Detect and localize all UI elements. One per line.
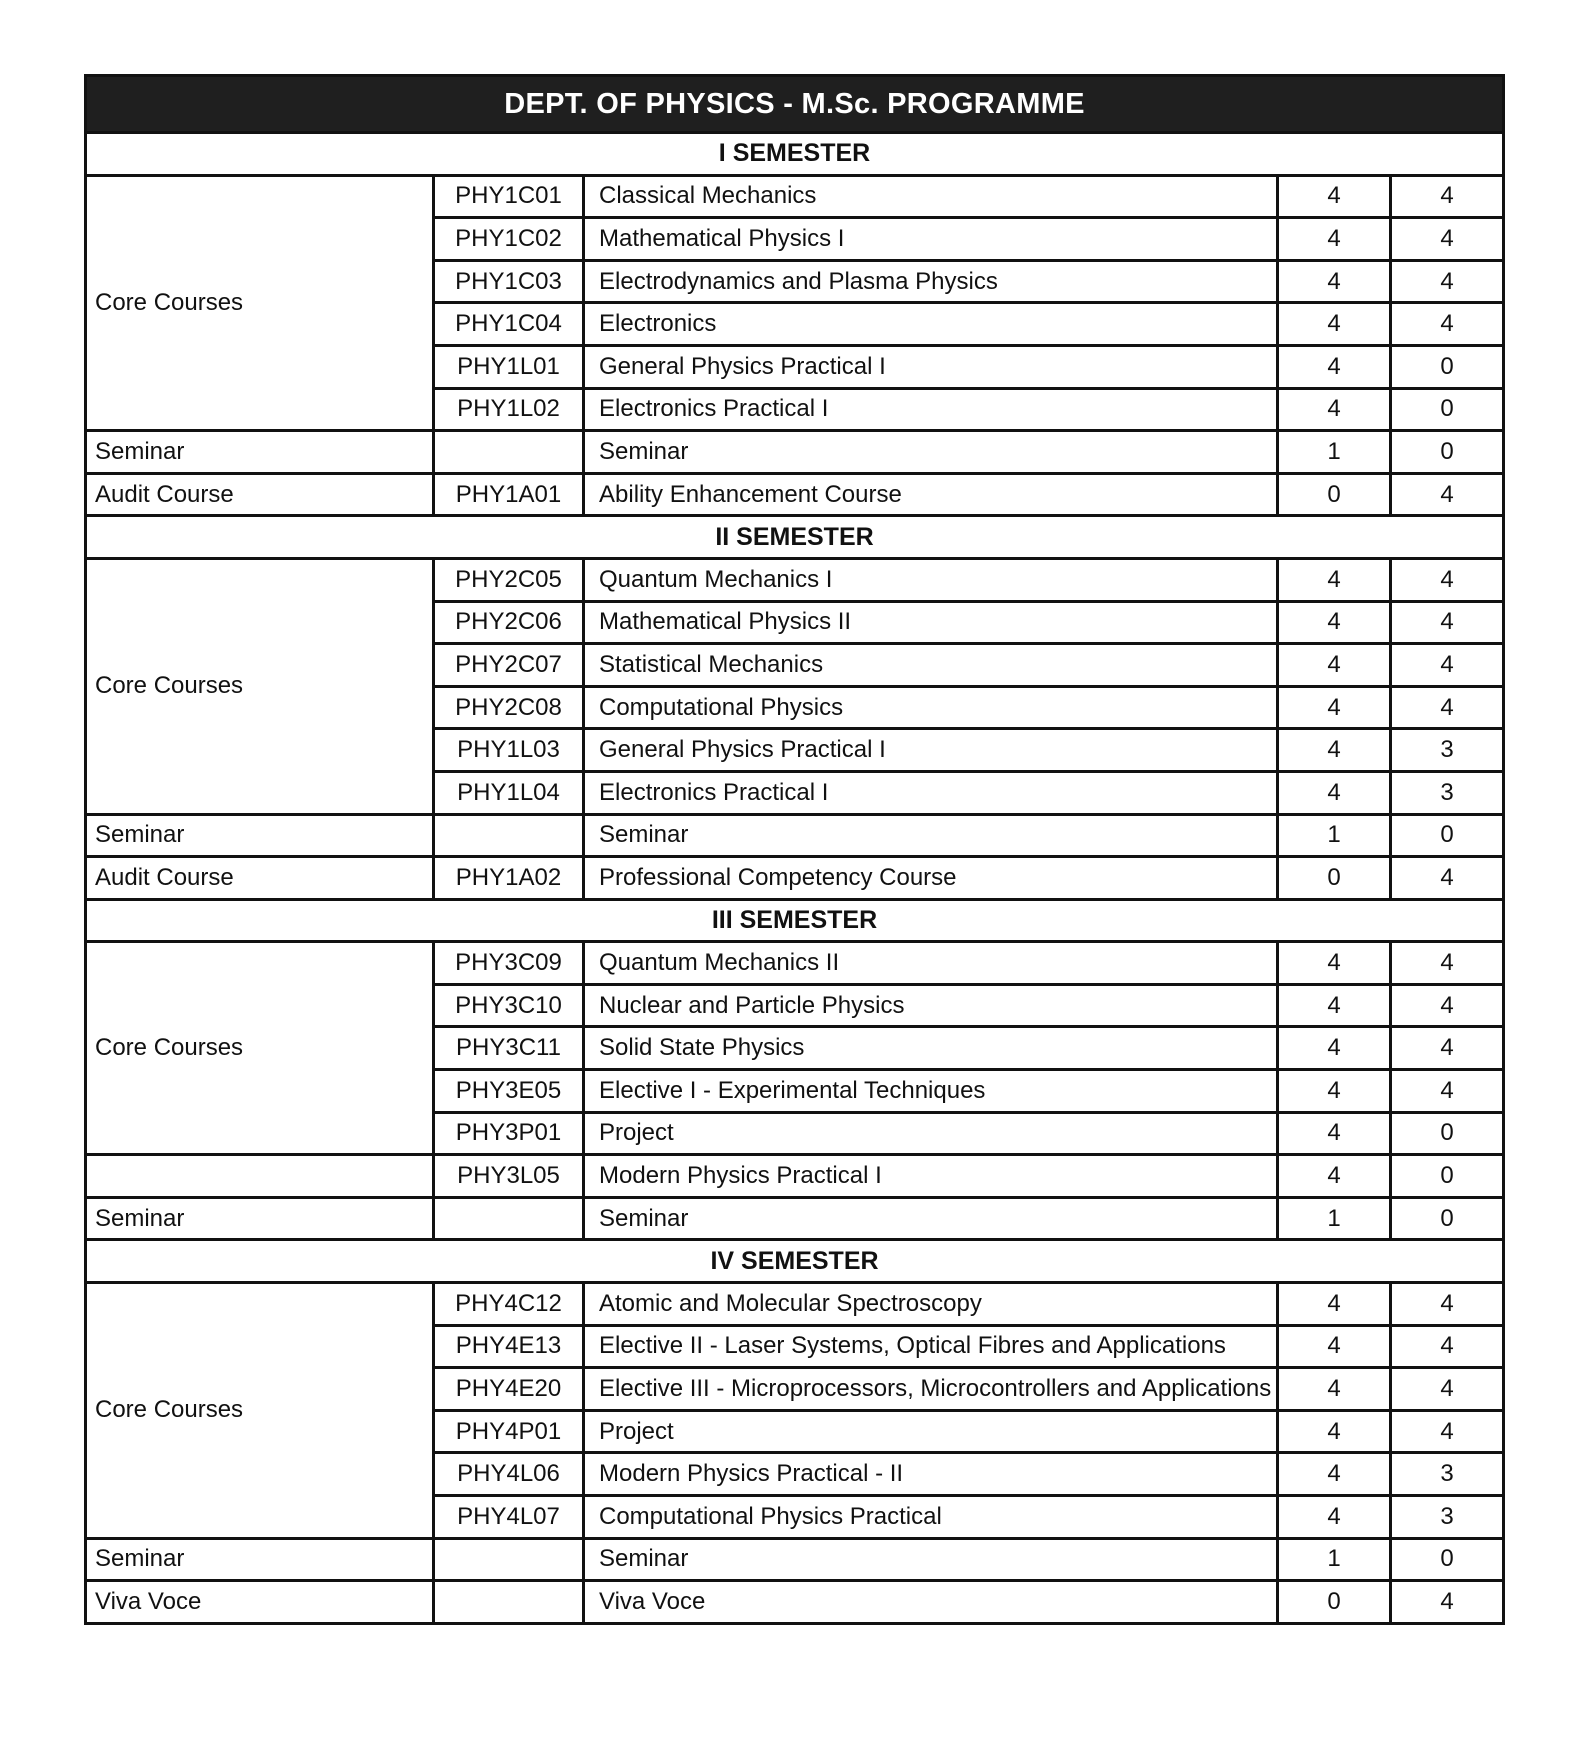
semester-header-row [86, 133, 1504, 176]
course-title: Statistical Mechanics [584, 644, 1278, 687]
course-code: PHY3C09 [434, 942, 584, 985]
value-col-1: 0 [1278, 857, 1391, 900]
value-col-1: 1 [1278, 1197, 1391, 1240]
value-col-2: 4 [1391, 942, 1504, 985]
course-title: Nuclear and Particle Physics [584, 984, 1278, 1027]
course-title: Computational Physics [584, 686, 1278, 729]
value-col-2: 4 [1391, 1581, 1504, 1624]
course-title: Solid State Physics [584, 1027, 1278, 1070]
category-cell: Seminar [86, 814, 434, 857]
value-col-2: 3 [1391, 729, 1504, 772]
course-code [434, 1538, 584, 1581]
value-col-1: 4 [1278, 345, 1391, 388]
course-title: Electronics Practical I [584, 388, 1278, 431]
course-title: Computational Physics Practical [584, 1496, 1278, 1539]
value-col-2: 4 [1391, 1283, 1504, 1326]
value-col-1: 4 [1278, 1155, 1391, 1198]
course-title: General Physics Practical I [584, 729, 1278, 772]
value-col-2: 4 [1391, 1368, 1504, 1411]
value-col-2: 4 [1391, 1325, 1504, 1368]
course-code: PHY4E13 [434, 1325, 584, 1368]
course-title: Elective III - Microprocessors, Microcontrollers and Applications [584, 1368, 1278, 1411]
course-code: PHY3C10 [434, 984, 584, 1027]
course-code: PHY1L04 [434, 771, 584, 814]
course-title: Quantum Mechanics II [584, 942, 1278, 985]
course-row [86, 1197, 1504, 1240]
value-col-1: 4 [1278, 303, 1391, 346]
value-col-2: 3 [1391, 1496, 1504, 1539]
value-col-2: 3 [1391, 771, 1504, 814]
value-col-2: 4 [1391, 1410, 1504, 1453]
programme-table [84, 74, 1505, 1625]
category-cell: Audit Course [86, 473, 434, 516]
course-code: PHY2C06 [434, 601, 584, 644]
category-cell: Seminar [86, 1197, 434, 1240]
value-col-2: 4 [1391, 218, 1504, 261]
course-code: PHY1C04 [434, 303, 584, 346]
course-code: PHY2C05 [434, 558, 584, 601]
course-title: Seminar [584, 1538, 1278, 1581]
course-title: Seminar [584, 431, 1278, 474]
value-col-1: 4 [1278, 984, 1391, 1027]
value-col-1: 4 [1278, 1368, 1391, 1411]
course-title: General Physics Practical I [584, 345, 1278, 388]
value-col-1: 4 [1278, 686, 1391, 729]
value-col-2: 4 [1391, 984, 1504, 1027]
course-code [434, 431, 584, 474]
category-cell: Core Courses [86, 558, 434, 814]
course-code: PHY1C03 [434, 260, 584, 303]
category-cell [86, 1155, 434, 1198]
course-code: PHY3P01 [434, 1112, 584, 1155]
value-col-2: 4 [1391, 644, 1504, 687]
value-col-2: 0 [1391, 1112, 1504, 1155]
course-code: PHY2C08 [434, 686, 584, 729]
course-title: Mathematical Physics I [584, 218, 1278, 261]
course-code: PHY4L07 [434, 1496, 584, 1539]
course-row [86, 814, 1504, 857]
value-col-2: 4 [1391, 857, 1504, 900]
semester-heading: III SEMESTER [86, 899, 1504, 942]
course-title: Project [584, 1112, 1278, 1155]
value-col-1: 4 [1278, 1070, 1391, 1113]
category-cell: Viva Voce [86, 1581, 434, 1624]
value-col-1: 0 [1278, 473, 1391, 516]
course-title: Quantum Mechanics I [584, 558, 1278, 601]
course-code: PHY1A01 [434, 473, 584, 516]
value-col-1: 4 [1278, 1410, 1391, 1453]
course-title: Electronics [584, 303, 1278, 346]
value-col-2: 0 [1391, 1197, 1504, 1240]
course-title: Modern Physics Practical - II [584, 1453, 1278, 1496]
value-col-2: 0 [1391, 1155, 1504, 1198]
value-col-2: 4 [1391, 1027, 1504, 1070]
value-col-1: 4 [1278, 175, 1391, 218]
semester-header-row [86, 899, 1504, 942]
course-row [86, 1538, 1504, 1581]
title-row [86, 76, 1504, 133]
course-code: PHY1A02 [434, 857, 584, 900]
course-title: Elective II - Laser Systems, Optical Fibres and Applications [584, 1325, 1278, 1368]
course-row [86, 1581, 1504, 1624]
value-col-1: 4 [1278, 260, 1391, 303]
course-code: PHY4C12 [434, 1283, 584, 1326]
value-col-1: 4 [1278, 558, 1391, 601]
value-col-2: 0 [1391, 431, 1504, 474]
semester-header-row [86, 516, 1504, 559]
value-col-1: 1 [1278, 431, 1391, 474]
course-code: PHY1L01 [434, 345, 584, 388]
course-title: Seminar [584, 814, 1278, 857]
semester-heading: IV SEMESTER [86, 1240, 1504, 1283]
course-title: Professional Competency Course [584, 857, 1278, 900]
programme-sheet [84, 74, 1502, 1625]
course-row [86, 1155, 1504, 1198]
course-title: Classical Mechanics [584, 175, 1278, 218]
course-row [86, 857, 1504, 900]
course-code: PHY2C07 [434, 644, 584, 687]
value-col-2: 0 [1391, 345, 1504, 388]
course-row [86, 942, 1504, 985]
course-code: PHY1L03 [434, 729, 584, 772]
course-code [434, 814, 584, 857]
value-col-1: 1 [1278, 1538, 1391, 1581]
value-col-1: 4 [1278, 771, 1391, 814]
value-col-2: 3 [1391, 1453, 1504, 1496]
category-cell: Seminar [86, 1538, 434, 1581]
course-title: Mathematical Physics II [584, 601, 1278, 644]
course-title: Viva Voce [584, 1581, 1278, 1624]
value-col-1: 4 [1278, 218, 1391, 261]
course-row [86, 175, 1504, 218]
course-code: PHY4L06 [434, 1453, 584, 1496]
course-code [434, 1197, 584, 1240]
value-col-2: 4 [1391, 260, 1504, 303]
category-cell: Core Courses [86, 175, 434, 431]
value-col-2: 4 [1391, 686, 1504, 729]
course-code: PHY4E20 [434, 1368, 584, 1411]
value-col-1: 4 [1278, 1283, 1391, 1326]
course-title: Ability Enhancement Course [584, 473, 1278, 516]
value-col-2: 4 [1391, 175, 1504, 218]
course-title: Electrodynamics and Plasma Physics [584, 260, 1278, 303]
value-col-2: 4 [1391, 303, 1504, 346]
value-col-2: 0 [1391, 1538, 1504, 1581]
semester-heading: II SEMESTER [86, 516, 1504, 559]
course-code: PHY3C11 [434, 1027, 584, 1070]
category-cell: Core Courses [86, 1283, 434, 1539]
course-code [434, 1581, 584, 1624]
value-col-1: 0 [1278, 1581, 1391, 1624]
page-title: DEPT. OF PHYSICS - M.Sc. PROGRAMME [86, 76, 1504, 133]
course-code: PHY3L05 [434, 1155, 584, 1198]
course-code: PHY1C01 [434, 175, 584, 218]
value-col-1: 4 [1278, 1325, 1391, 1368]
semester-heading: I SEMESTER [86, 133, 1504, 176]
value-col-2: 0 [1391, 388, 1504, 431]
value-col-1: 4 [1278, 1496, 1391, 1539]
category-cell: Seminar [86, 431, 434, 474]
course-code: PHY1L02 [434, 388, 584, 431]
value-col-2: 4 [1391, 558, 1504, 601]
course-code: PHY1C02 [434, 218, 584, 261]
value-col-2: 4 [1391, 601, 1504, 644]
course-title: Seminar [584, 1197, 1278, 1240]
value-col-1: 4 [1278, 729, 1391, 772]
course-title: Elective I - Experimental Techniques [584, 1070, 1278, 1113]
course-code: PHY3E05 [434, 1070, 584, 1113]
course-title: Modern Physics Practical I [584, 1155, 1278, 1198]
value-col-1: 4 [1278, 601, 1391, 644]
semester-header-row [86, 1240, 1504, 1283]
value-col-1: 4 [1278, 644, 1391, 687]
value-col-2: 4 [1391, 473, 1504, 516]
value-col-1: 4 [1278, 942, 1391, 985]
value-col-1: 4 [1278, 388, 1391, 431]
category-cell: Audit Course [86, 857, 434, 900]
course-row [86, 473, 1504, 516]
value-col-1: 4 [1278, 1453, 1391, 1496]
programme-table-body [86, 76, 1504, 1624]
course-title: Electronics Practical I [584, 771, 1278, 814]
value-col-2: 4 [1391, 1070, 1504, 1113]
course-row [86, 1283, 1504, 1326]
category-cell: Core Courses [86, 942, 434, 1155]
course-title: Atomic and Molecular Spectroscopy [584, 1283, 1278, 1326]
course-code: PHY4P01 [434, 1410, 584, 1453]
course-title: Project [584, 1410, 1278, 1453]
value-col-1: 1 [1278, 814, 1391, 857]
course-row [86, 431, 1504, 474]
value-col-1: 4 [1278, 1027, 1391, 1070]
value-col-2: 0 [1391, 814, 1504, 857]
value-col-1: 4 [1278, 1112, 1391, 1155]
course-row [86, 558, 1504, 601]
